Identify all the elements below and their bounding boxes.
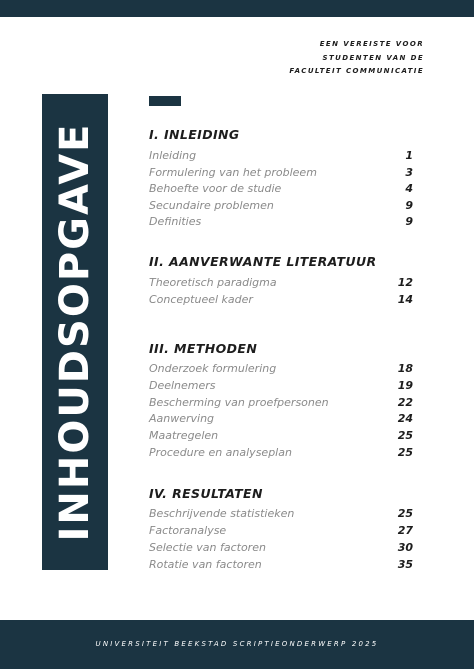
toc-page-number: 19: [397, 379, 413, 392]
section-heading-resultaten: IV. RESULTATEN: [149, 486, 263, 501]
toc-page-number: 1: [405, 149, 413, 162]
toc-row[interactable]: [149, 182, 413, 198]
toc-page-number: 25: [397, 446, 413, 459]
side-title-band: [42, 94, 108, 570]
toc-page-number: 25: [397, 429, 413, 442]
toc-row[interactable]: [149, 293, 413, 309]
toc-row[interactable]: [149, 541, 413, 557]
toc-row[interactable]: [149, 507, 413, 523]
toc-row[interactable]: [149, 524, 413, 540]
toc-label: Formulering van het probleem: [149, 166, 317, 179]
section-heading-inleiding: I. INLEIDING: [149, 127, 240, 142]
toc-page-number: 22: [397, 396, 413, 409]
top-bar: [0, 0, 474, 17]
toc-row[interactable]: [149, 446, 413, 462]
toc-label: Theoretisch paradigma: [149, 276, 277, 289]
toc-label: Maatregelen: [149, 429, 219, 442]
toc-page-number: 24: [397, 412, 413, 425]
toc-label: Selectie van factoren: [149, 541, 266, 554]
toc-label: Aanwerving: [149, 412, 215, 425]
toc-label: Definities: [149, 215, 202, 228]
toc-label: Beschrijvende statistieken: [149, 507, 295, 520]
toc-page-number: 25: [397, 507, 413, 520]
toc-page-number: 14: [397, 293, 413, 306]
side-title: INHOUDSOPGAVE: [52, 122, 98, 542]
toc-row[interactable]: [149, 396, 413, 412]
toc-label: Behoefte voor de studie: [149, 182, 282, 195]
tagline-line: STUDENTEN VAN DE: [322, 53, 424, 62]
toc-label: Procedure en analyseplan: [149, 446, 292, 459]
toc-row[interactable]: [149, 362, 413, 378]
toc-label: Conceptueel kader: [149, 293, 253, 306]
footer-text: UNIVERSITEIT BEEKSTAD SCRIPTIEONDERWERP 2025: [95, 640, 379, 648]
footer-bar: [0, 620, 474, 669]
toc-row[interactable]: [149, 215, 413, 231]
toc-page-number: 30: [397, 541, 413, 554]
toc-label: Onderzoek formulering: [149, 362, 277, 375]
toc-row[interactable]: [149, 276, 413, 292]
toc-row[interactable]: [149, 429, 413, 445]
accent-bar: [149, 96, 181, 106]
toc-row[interactable]: [149, 199, 413, 215]
toc-label: Inleiding: [149, 149, 197, 162]
toc-row[interactable]: [149, 379, 413, 395]
toc-page-number: 27: [397, 524, 413, 537]
toc-row[interactable]: [149, 149, 413, 165]
toc-label: Factoranalyse: [149, 524, 227, 537]
toc-page-number: 12: [397, 276, 413, 289]
toc-label: Rotatie van factoren: [149, 558, 262, 571]
section-heading-methoden: III. METHODEN: [149, 341, 258, 356]
toc-page-number: 9: [405, 215, 413, 228]
toc-page-number: 3: [405, 166, 413, 179]
toc-page-number: 9: [405, 199, 413, 212]
toc-row[interactable]: [149, 166, 413, 182]
toc-page-number: 18: [397, 362, 413, 375]
toc-label: Secundaire problemen: [149, 199, 274, 212]
toc-label: Deelnemers: [149, 379, 216, 392]
toc-page-number: 35: [397, 558, 413, 571]
tagline: [289, 38, 424, 79]
section-heading-literatuur: II. AANVERWANTE LITERATUUR: [149, 254, 377, 269]
toc-page-number: 4: [405, 182, 413, 195]
toc-row[interactable]: [149, 558, 413, 574]
toc-row[interactable]: [149, 412, 413, 428]
tagline-line: EEN VEREISTE VOOR: [319, 40, 424, 48]
tagline-line: FACULTEIT COMMUNICATIE: [289, 67, 424, 75]
toc-label: Bescherming van proefpersonen: [149, 396, 329, 409]
